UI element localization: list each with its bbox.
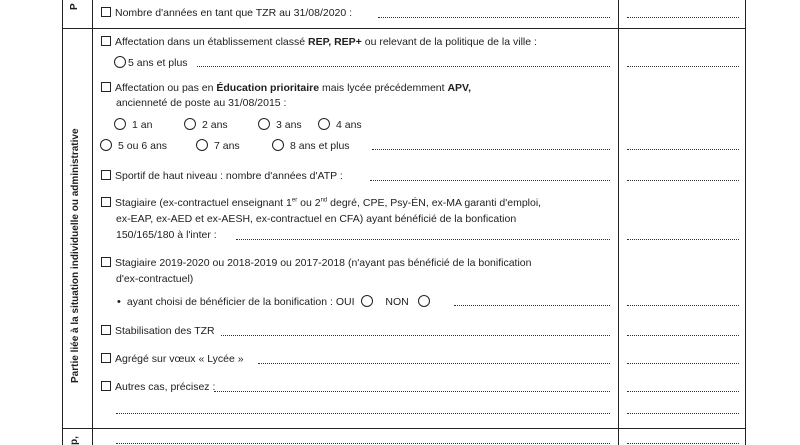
tzr-stab-label: Stabilisation des TZR (115, 325, 215, 337)
rep-label-bold: REP, REP+ (308, 36, 362, 48)
ep-option-5ou6ans (100, 139, 167, 153)
bottom-section-label: p, (69, 436, 80, 445)
stagiaire-sup2: nd (320, 197, 328, 204)
ep-points-line[interactable] (627, 149, 739, 150)
agrege-answer-line[interactable] (258, 363, 610, 364)
main-section-label: Partie liée à la situation individuelle ou administrative (70, 128, 81, 383)
rep-5ans-radio[interactable] (114, 56, 126, 68)
ep-option-7ans (196, 139, 240, 153)
autres-answer-line-2[interactable] (116, 413, 610, 414)
rep-label-suffix: ou relevant de la politique de la ville : (361, 36, 537, 48)
ep-3ans-label: 3 ans (276, 119, 302, 131)
rep-label-prefix: Affectation dans un établissement classé (115, 36, 309, 48)
ep-4ans-radio[interactable] (318, 118, 330, 130)
stagiaire-line1-a: Stagiaire (ex-contractuel enseignant 1 (115, 197, 292, 209)
ep-option-1an (114, 118, 152, 132)
tzr-years-answer-line[interactable] (378, 17, 610, 18)
tzr-years-checkbox[interactable] (101, 7, 111, 17)
ep-4ans-label: 4 ans (336, 119, 362, 131)
ep-label-line2: ancienneté de poste au 31/08/2015 : (116, 97, 287, 109)
ep-2ans-radio[interactable] (184, 118, 196, 130)
ep-option-8ans (272, 139, 350, 153)
sport-answer-line[interactable] (370, 180, 610, 181)
top-section-label: P (69, 3, 80, 10)
ep-1an-label: 1 an (132, 119, 153, 131)
ep-option-4ans (318, 118, 362, 132)
ep-option-2ans (184, 118, 228, 132)
stag2019-bullet-label: ayant choisi de bénéficier de la bonification : OUI (126, 296, 355, 308)
sport-points-line[interactable] (627, 180, 739, 181)
ep-3ans-radio[interactable] (258, 118, 270, 130)
table-left-border (62, 0, 63, 445)
stagiaire-sup1: er (291, 197, 298, 204)
autres-points-line-1[interactable] (627, 391, 739, 392)
rep-points-line[interactable] (627, 66, 739, 67)
autres-points-line-2[interactable] (627, 413, 739, 414)
rep-option-row (114, 56, 188, 70)
ep-row (101, 82, 471, 95)
stag2019-line1: Stagiaire 2019-2020 ou 2018-2019 ou 2017-2018 (n'ayant pas bénéficié de la bonification (115, 257, 532, 269)
agrege-points-line[interactable] (627, 363, 739, 364)
rep-answer-line[interactable] (197, 66, 610, 67)
ep-checkbox[interactable] (101, 82, 111, 92)
ep-label-bold2: APV, (447, 82, 472, 94)
ep-label-middle: mais lycée précédemment (319, 82, 448, 94)
autres-row (101, 381, 215, 394)
main-section-bottom-border (62, 428, 746, 429)
stag2019-row (101, 257, 532, 270)
sport-row (101, 170, 343, 183)
tzr-years-points-line[interactable] (627, 17, 739, 18)
tzr-years-label: Nombre d'années en tant que TZR au 31/08/2020 : (115, 7, 353, 19)
agrege-row (101, 353, 244, 366)
ep-1an-radio[interactable] (114, 118, 126, 130)
stag2019-line2: d'ex-contractuel) (116, 273, 194, 285)
points-column-divider (618, 0, 619, 445)
tzr-stab-checkbox[interactable] (101, 325, 111, 335)
stag2019-non-label: NON (385, 296, 409, 308)
ep-5ou6ans-radio[interactable] (100, 139, 112, 151)
ep-8ans-label: 8 ans et plus (290, 140, 350, 152)
stagiaire-checkbox[interactable] (101, 197, 111, 207)
stag2019-oui-radio[interactable] (361, 295, 373, 307)
rep-5ans-label: 5 ans et plus (128, 57, 188, 69)
stagiaire-points-line[interactable] (627, 239, 739, 240)
stag2019-non-radio[interactable] (418, 295, 430, 307)
section-label-divider (92, 0, 93, 445)
ep-8ans-radio[interactable] (272, 139, 284, 151)
tzr-stab-row (101, 325, 215, 338)
stag2019-bullet-row (117, 295, 436, 309)
stagiaire-line2: ex-EAP, ex-AED et ex-AESH, ex-contractuel en CFA) ayant bénéficié de la bonfication (116, 213, 517, 225)
rep-checkbox[interactable] (101, 36, 111, 46)
ep-5ou6ans-label: 5 ou 6 ans (118, 140, 168, 152)
stagiaire-row (101, 197, 541, 210)
sport-checkbox[interactable] (101, 170, 111, 180)
ep-label-bold: Éducation prioritaire (216, 82, 320, 94)
top-section-bottom-border (62, 28, 746, 29)
ep-7ans-label: 7 ans (214, 140, 240, 152)
ep-label-prefix: Affectation ou pas en (115, 82, 217, 94)
stag2019-checkbox[interactable] (101, 257, 111, 267)
stagiaire-line1-c: degré, CPE, Psy-ÉN, ex-MA garanti d'emploi, (327, 197, 542, 209)
agrege-checkbox[interactable] (101, 353, 111, 363)
autres-label: Autres cas, précisez : (115, 381, 216, 393)
tzr-years-row (101, 7, 352, 20)
ep-option-3ans (258, 118, 302, 132)
stag2019-points-line[interactable] (627, 305, 739, 306)
ep-7ans-radio[interactable] (196, 139, 208, 151)
stagiaire-line1-b: ou 2 (297, 197, 321, 209)
stagiaire-answer-line[interactable] (236, 239, 610, 240)
bullet-icon: • (117, 296, 121, 308)
table-right-border (745, 0, 746, 445)
bottom-section-points-line[interactable] (627, 443, 739, 444)
agrege-label: Agrégé sur vœux « Lycée » (115, 353, 244, 365)
ep-answer-line[interactable] (372, 149, 610, 150)
stag2019-answer-line[interactable] (454, 305, 610, 306)
tzr-stab-answer-line[interactable] (221, 335, 610, 336)
autres-answer-line-1[interactable] (214, 391, 610, 392)
sport-label: Sportif de haut niveau : nombre d'années d'ATP : (115, 170, 343, 182)
autres-checkbox[interactable] (101, 381, 111, 391)
ep-2ans-label: 2 ans (202, 119, 228, 131)
bottom-section-answer-line[interactable] (116, 443, 610, 444)
tzr-stab-points-line[interactable] (627, 335, 739, 336)
stagiaire-line3: 150/165/180 à l'inter : (116, 229, 217, 241)
rep-row (101, 36, 537, 49)
